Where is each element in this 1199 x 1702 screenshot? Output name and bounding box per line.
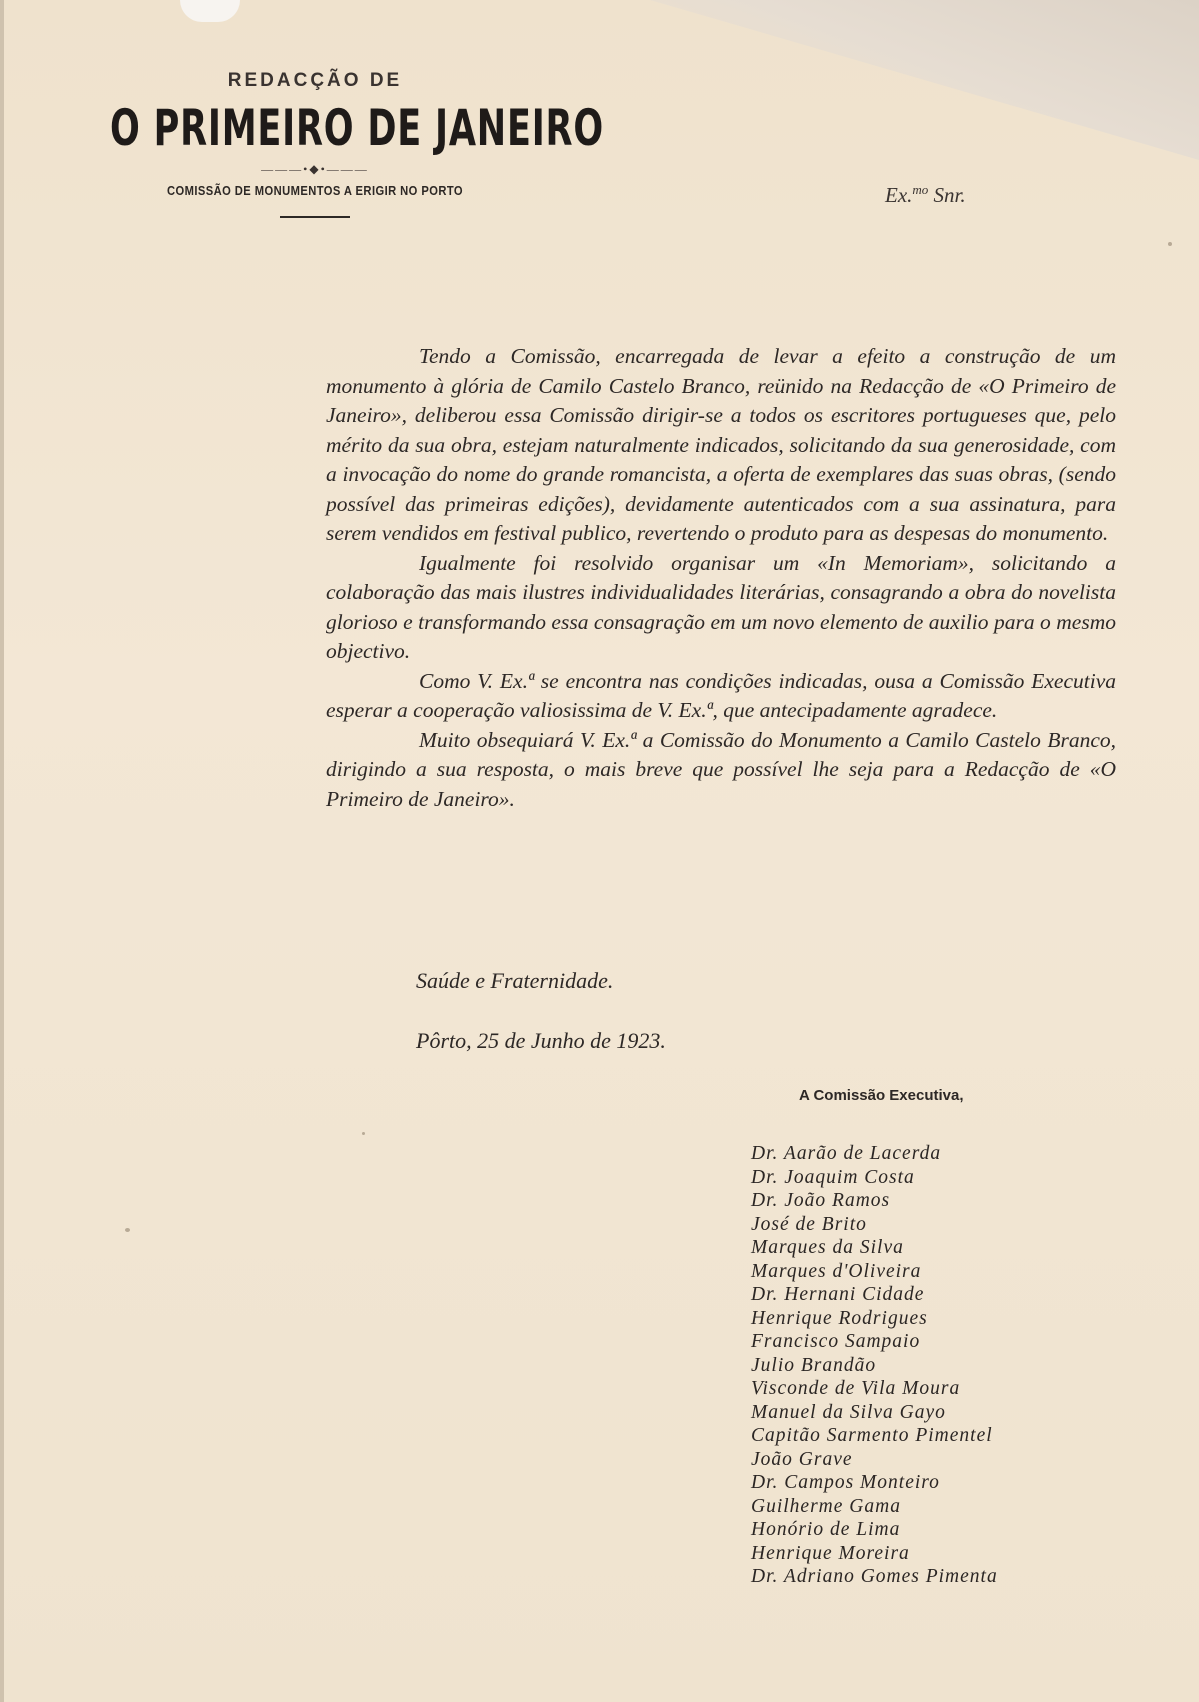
executive-committee-label: A Comissão Executiva, [799,1087,964,1104]
commission-subtitle: COMISSÃO DE MONUMENTOS A ERIGIR NO PORTO [166,183,464,198]
signatory: Dr. Campos Monteiro [751,1472,940,1493]
paper-speck [1168,242,1172,246]
signatory: Dr. Hernani Cidade [751,1284,925,1305]
folded-corner [650,0,1199,160]
signatory: José de Brito [751,1213,867,1235]
signatory: Henrique Rodrigues [751,1307,928,1329]
newspaper-title: O PRIMEIRO DE JANEIRO [110,99,604,157]
paper-speck [125,1228,130,1232]
letterhead-redaccao: REDACÇÃO DE [227,70,403,91]
paragraph-4: Muito obsequiará V. Ex.ª a Comissão do Monumento a Camilo Castelo Branco, dirigindo a sua resposta, o mais breve que possível lhe seja para a Redacção de «O Primeiro de Janeiro». [326,727,1116,811]
paper-tear [180,0,240,22]
paragraph-2: Igualmente foi resolvido organisar um «In Memoriam», solicitando a colaboração das mais ilustres individualidades literárias, consagrando a obra do novelista glorioso e transformando essa consagração em um novo elemento de auxilio para o mesmo objectivo. [326,550,1116,663]
salutation [885,182,966,208]
signatory: Henrique Moreira [751,1542,910,1564]
signatory: Marques da Silva [751,1237,904,1258]
signatory: Dr. Joaquim Costa [751,1166,915,1188]
signatory: Manuel da Silva Gayo [751,1401,946,1423]
signatory: Dr. João Ramos [751,1190,891,1211]
salutation-text: Ex. [885,183,913,207]
signatory: Julio Brandão [751,1354,877,1376]
signatory: Guilherme Gama [751,1495,901,1517]
page-edge [0,0,4,1702]
paragraph-1: Tendo a Comissão, encarregada de levar a efeito a construção de um monumento à glória de Camilo Castelo Branco, reünido na Redacção de «O Primeiro de Janeiro», deliberou essa Comissão dirigir-se a todos os escritores portugueses que, pelo mérito da sua obra, estejam naturalmente indicados, solicitando da sua generosidade, com a invocação do nome do grande romancista, a oferta de exemplares das suas obras, (sendo possível das primeiras edições), devidamente autenticados com a sua assinatura, para serem vendidos em festival publico, revertendo o produto para as despesas do monumento. [326,344,1116,545]
signatory: Honório de Lima [751,1519,901,1540]
greeting: Saúde e Fraternidade. [416,968,614,993]
paper-speck [362,1132,365,1135]
signatory: Capitão Sarmento Pimentel [751,1425,993,1446]
salutation-superscript: mo [912,182,929,197]
signatory: João Grave [751,1448,853,1470]
salutation-rest: Snr. [928,183,966,207]
signatory: Marques d'Oliveira [751,1260,922,1282]
place-date: Pôrto, 25 de Junho de 1923. [416,1028,666,1053]
signatory-list [751,1142,998,1589]
signatory: Dr. Adriano Gomes Pimenta [751,1566,998,1587]
letter-body [326,342,1116,814]
signatory: Francisco Sampaio [751,1331,921,1352]
letterhead-ornament: ———•◆•——— [261,162,369,176]
letterhead [110,70,604,218]
signatory: Dr. Aarão de Lacerda [751,1143,942,1164]
signatory: Visconde de Vila Moura [751,1378,961,1399]
paragraph-3: Como V. Ex.ª se encontra nas condições indicadas, ousa a Comissão Executiva esperar a cooperação valiosissima de V. Ex.ª, que antecipadamente agradece. [326,668,1116,722]
letterhead-divider [280,216,350,218]
